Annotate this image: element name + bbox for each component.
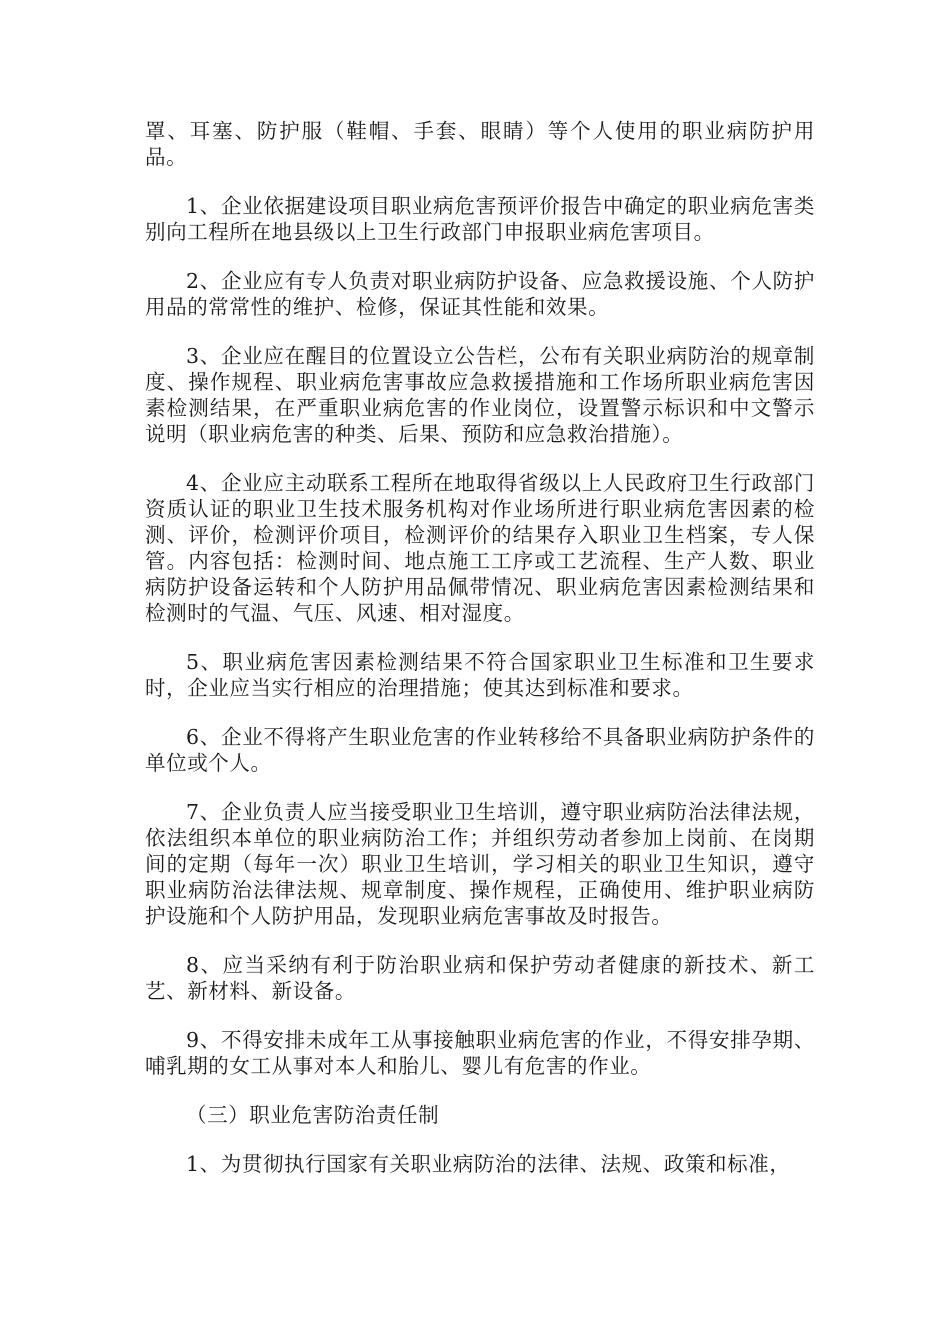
paragraph-item-4: 4、企业应主动联系工程所在地取得省级以上人民政府卫生行政部门资质认证的职业卫生技术服务机构对作业场所进行职业病危害因素的检测、评价，检测评价项目，检测评价的结果存入职业卫生档案，专人保管。内容包括：检测时间、地点施工工序或工艺流程、生产人数、职业病防护设备运转和个人防护用品佩带情况、职业病危害因素检测结果和检测时的气温、气压、风速、相对湿度。 xyxy=(145,471,815,625)
paragraph-item-2: 2、企业应有专人负责对职业病防护设备、应急救援设施、个人防护用品的常常性的维护、检修，保证其性能和效果。 xyxy=(145,269,815,319)
document-page xyxy=(145,118,815,1200)
paragraph-item-3: 3、企业应在醒目的位置设立公告栏，公布有关职业病防治的规章制度、操作规程、职业病危害事故应急救援措施和工作场所职业病危害因素检测结果，在严重职业病危害的作业岗位，设置警示标识和中文警示说明（职业病危害的种类、后果、预防和应急救治措施）。 xyxy=(145,344,815,446)
section-heading: （三）职业危害防治责任制 xyxy=(186,1103,440,1127)
paragraph-item-8: 8、应当采纳有利于防治职业病和保护劳动者健康的新技术、新工艺、新材料、新设备。 xyxy=(145,953,815,1003)
paragraph-item-9: 9、不得安排未成年工从事接触职业病危害的作业，不得安排孕期、哺乳期的女工从事对本人和胎儿、婴儿有危害的作业。 xyxy=(145,1028,815,1078)
paragraph-item-1: 1、企业依据建设项目职业病危害预评价报告中确定的职业病危害类别向工程所在地县级以上卫生行政部门申报职业病危害项目。 xyxy=(145,194,815,244)
paragraph-section-item-1: 1、为贯彻执行国家有关职业病防治的法律、法规、政策和标准， xyxy=(186,1152,791,1176)
paragraph-item-5: 5、职业病危害因素检测结果不符合国家职业卫生标准和卫生要求时，企业应当实行相应的治理措施；使其达到标准和要求。 xyxy=(145,650,815,700)
paragraph-continuation: 罩、耳塞、防护服（鞋帽、手套、眼睛）等个人使用的职业病防护用品。 xyxy=(145,119,815,169)
paragraph-item-7: 7、企业负责人应当接受职业卫生培训，遵守职业病防治法律法规，依法组织本单位的职业病防治工作；并组织劳动者参加上岗前、在岗期间的定期（每年一次）职业卫生培训，学习相关的职业卫生知识，遵守职业病防治法律法规、规章制度、操作规程，正确使用、维护职业病防护设施和个人防护用品，发现职业病危害事故及时报告。 xyxy=(145,800,815,928)
paragraph-item-6: 6、企业不得将产生职业危害的作业转移给不具备职业病防护条件的单位或个人。 xyxy=(145,725,815,775)
